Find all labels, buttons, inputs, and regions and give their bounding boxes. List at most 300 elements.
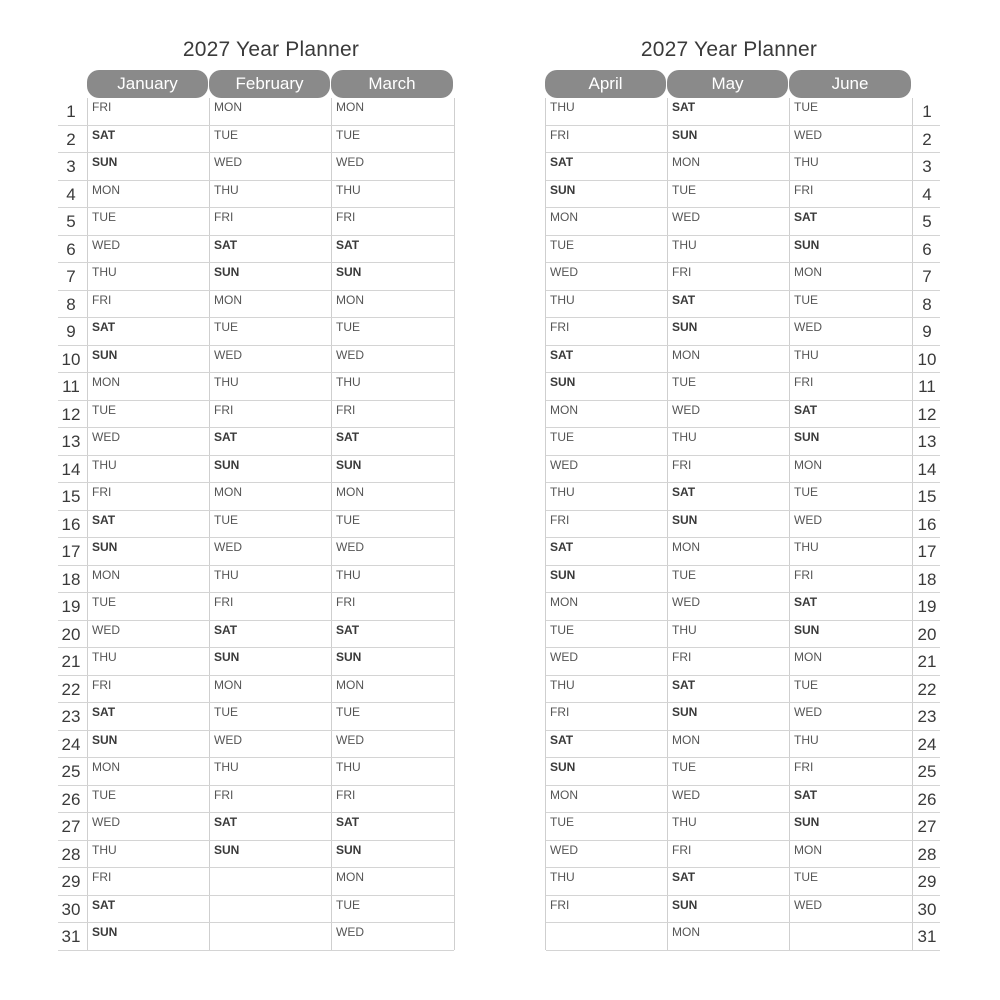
day-number: 16: [61, 514, 81, 534]
day-cell[interactable]: [546, 511, 667, 539]
weekday-label: MON: [672, 540, 700, 554]
month-header-march: March: [331, 70, 453, 98]
day-cell[interactable]: [790, 896, 912, 924]
weekday-label: TUE: [336, 512, 360, 527]
day-number: 20: [61, 624, 81, 644]
weekday-label: MON: [214, 292, 242, 307]
day-cell[interactable]: [546, 401, 667, 429]
day-cell[interactable]: [88, 236, 209, 264]
day-cell[interactable]: [790, 126, 912, 154]
day-cell[interactable]: [88, 428, 209, 456]
day-cell[interactable]: [790, 236, 912, 264]
day-cell[interactable]: [210, 566, 331, 594]
day-cell[interactable]: [210, 593, 331, 621]
day-cell[interactable]: [790, 291, 912, 319]
day-cell[interactable]: [88, 181, 209, 209]
day-number: 13: [61, 432, 81, 451]
day-cell[interactable]: [668, 346, 789, 374]
day-cell[interactable]: [790, 566, 912, 594]
weekday-label: SUN: [92, 155, 118, 169]
day-cell[interactable]: [332, 841, 454, 869]
day-cell[interactable]: [210, 98, 331, 126]
weekday-label: SUN: [672, 705, 698, 719]
day-cell[interactable]: [546, 813, 667, 841]
day-cell[interactable]: [210, 923, 331, 951]
day-cell[interactable]: [546, 896, 667, 924]
day-cell[interactable]: [210, 648, 331, 676]
day-cell[interactable]: [332, 511, 454, 539]
day-cell[interactable]: [790, 813, 912, 841]
day-cell[interactable]: [790, 703, 912, 731]
day-cell[interactable]: [546, 758, 667, 786]
grid-row-line: [58, 180, 454, 181]
grid-row-line: [546, 400, 940, 401]
day-cell[interactable]: [790, 648, 912, 676]
day-cell[interactable]: [88, 153, 209, 181]
day-cell[interactable]: [88, 263, 209, 291]
day-cell[interactable]: [668, 318, 789, 346]
day-cell[interactable]: [88, 593, 209, 621]
weekday-label: MON: [672, 925, 700, 939]
weekday-label: SUN: [550, 567, 576, 582]
day-cell[interactable]: [668, 236, 789, 264]
day-cell[interactable]: [668, 401, 789, 429]
day-cell[interactable]: [668, 841, 789, 869]
day-cell[interactable]: [332, 428, 454, 456]
day-number: 1: [922, 102, 932, 121]
day-number: 21: [61, 652, 81, 671]
day-cell[interactable]: [210, 153, 331, 181]
day-cell[interactable]: [790, 456, 912, 484]
month-header-february: February: [209, 70, 330, 98]
day-cell[interactable]: [790, 373, 912, 401]
day-cell[interactable]: [210, 538, 331, 566]
day-number: 2: [66, 129, 76, 149]
grid-row-line: [546, 840, 940, 841]
day-cell[interactable]: [88, 98, 209, 126]
weekday-label: WED: [92, 430, 120, 444]
day-cell[interactable]: [210, 758, 331, 786]
grid-row-line: [546, 785, 940, 786]
day-cell[interactable]: [790, 263, 912, 291]
day-cell[interactable]: [790, 401, 912, 429]
weekday-label: THU: [550, 292, 575, 307]
day-cell[interactable]: [668, 263, 789, 291]
day-cell[interactable]: [210, 483, 331, 511]
day-number: 12: [61, 404, 81, 424]
day-cell[interactable]: [332, 346, 454, 374]
weekday-label: SUN: [672, 512, 698, 527]
weekday-label: THU: [92, 842, 117, 857]
day-cell[interactable]: [332, 373, 454, 401]
weekday-label: THU: [672, 430, 697, 444]
day-cell[interactable]: [546, 786, 667, 814]
day-number: 22: [917, 679, 937, 699]
weekday-label: SUN: [672, 897, 698, 912]
day-cell[interactable]: [668, 511, 789, 539]
day-cell[interactable]: [790, 621, 912, 649]
weekday-label: THU: [214, 375, 239, 389]
weekday-label: FRI: [550, 897, 570, 912]
day-cell[interactable]: [332, 98, 454, 126]
day-cell[interactable]: [88, 346, 209, 374]
day-cell[interactable]: [332, 126, 454, 154]
month-header-june: June: [789, 70, 911, 98]
weekday-label: SAT: [214, 815, 238, 829]
grid-row-line: [546, 730, 940, 731]
day-cell[interactable]: [668, 126, 789, 154]
weekday-label: FRI: [336, 595, 356, 609]
day-cell[interactable]: [332, 401, 454, 429]
day-cell[interactable]: [332, 703, 454, 731]
grid-vertical-line: [87, 98, 88, 950]
day-cell[interactable]: [790, 841, 912, 869]
grid-row-line: [58, 317, 454, 318]
day-cell[interactable]: [332, 291, 454, 319]
weekday-label: TUE: [550, 622, 574, 637]
grid-row-line: [546, 427, 940, 428]
day-cell[interactable]: [332, 868, 454, 896]
weekday-label: TUE: [92, 595, 116, 609]
day-cell[interactable]: [790, 538, 912, 566]
day-cell[interactable]: [546, 126, 667, 154]
day-cell[interactable]: [210, 428, 331, 456]
day-cell[interactable]: [668, 538, 789, 566]
day-cell[interactable]: [790, 208, 912, 236]
day-cell[interactable]: [332, 236, 454, 264]
day-cell[interactable]: [88, 648, 209, 676]
grid-row-line: [58, 400, 454, 401]
day-cell[interactable]: [88, 566, 209, 594]
day-cell[interactable]: [332, 648, 454, 676]
day-cell[interactable]: [546, 703, 667, 731]
weekday-label: SUN: [92, 540, 118, 554]
day-cell[interactable]: [332, 593, 454, 621]
weekday-label: FRI: [92, 485, 112, 499]
day-cell[interactable]: [88, 483, 209, 511]
grid-row-line: [546, 922, 940, 923]
day-cell[interactable]: [546, 621, 667, 649]
day-cell[interactable]: [88, 703, 209, 731]
day-cell[interactable]: [546, 868, 667, 896]
day-cell[interactable]: [546, 236, 667, 264]
day-cell[interactable]: [210, 841, 331, 869]
weekday-label: WED: [672, 595, 700, 609]
weekday-label: WED: [550, 265, 578, 279]
day-cell[interactable]: [546, 923, 667, 951]
weekday-label: MON: [550, 595, 578, 609]
day-cell[interactable]: [210, 896, 331, 924]
day-cell[interactable]: [546, 373, 667, 401]
day-cell[interactable]: [210, 731, 331, 759]
day-cell[interactable]: [790, 676, 912, 704]
page-title: 2027 Year Planner: [182, 38, 360, 61]
day-number: 17: [917, 542, 937, 561]
day-cell[interactable]: [88, 786, 209, 814]
grid-row-line: [58, 730, 454, 731]
weekday-label: TUE: [672, 375, 696, 389]
day-cell[interactable]: [790, 731, 912, 759]
day-number: 4: [66, 184, 76, 204]
day-cell[interactable]: [332, 923, 454, 951]
grid-row-line: [546, 812, 940, 813]
day-cell[interactable]: [668, 703, 789, 731]
day-cell[interactable]: [332, 483, 454, 511]
day-cell[interactable]: [332, 813, 454, 841]
grid-row-line: [58, 207, 454, 208]
weekday-label: MON: [336, 870, 364, 884]
day-cell[interactable]: [546, 566, 667, 594]
weekday-label: SUN: [550, 760, 576, 774]
day-cell[interactable]: [332, 896, 454, 924]
day-cell[interactable]: [790, 181, 912, 209]
weekday-label: WED: [550, 457, 578, 472]
day-number: 30: [61, 899, 81, 919]
month-column-january: [88, 98, 209, 951]
day-cell[interactable]: [668, 483, 789, 511]
weekday-label: MON: [794, 457, 822, 472]
weekday-label: SAT: [336, 815, 360, 829]
day-cell[interactable]: [546, 346, 667, 374]
day-cell[interactable]: [210, 456, 331, 484]
day-cell[interactable]: [210, 318, 331, 346]
day-cell[interactable]: [210, 263, 331, 291]
day-cell[interactable]: [210, 786, 331, 814]
day-cell[interactable]: [210, 346, 331, 374]
grid-row-line: [58, 812, 454, 813]
grid-vertical-line: [789, 98, 790, 950]
day-cell[interactable]: [332, 786, 454, 814]
day-cell[interactable]: [88, 896, 209, 924]
day-cell[interactable]: [546, 841, 667, 869]
day-cell[interactable]: [332, 731, 454, 759]
day-cell[interactable]: [546, 153, 667, 181]
weekday-label: TUE: [672, 567, 696, 582]
day-cell[interactable]: [546, 291, 667, 319]
day-number: 6: [922, 239, 932, 259]
day-cell[interactable]: [546, 428, 667, 456]
day-cell[interactable]: [546, 483, 667, 511]
day-cell[interactable]: [790, 483, 912, 511]
day-cell[interactable]: [332, 263, 454, 291]
weekday-label: THU: [336, 567, 361, 582]
day-cell[interactable]: [88, 291, 209, 319]
day-number: 18: [917, 569, 937, 589]
day-cell[interactable]: [668, 428, 789, 456]
day-number: 23: [61, 707, 81, 726]
weekday-label: WED: [214, 732, 242, 747]
weekday-label: TUE: [672, 182, 696, 197]
day-cell[interactable]: [790, 868, 912, 896]
weekday-label: MON: [92, 375, 120, 389]
day-cell[interactable]: [546, 318, 667, 346]
day-cell[interactable]: [332, 456, 454, 484]
day-cell[interactable]: [668, 98, 789, 126]
weekday-label: THU: [214, 760, 239, 774]
day-cell[interactable]: [546, 456, 667, 484]
grid-row-line: [58, 152, 454, 153]
day-cell[interactable]: [210, 868, 331, 896]
weekday-label: FRI: [214, 787, 234, 802]
day-cell[interactable]: [88, 868, 209, 896]
day-cell[interactable]: [790, 346, 912, 374]
weekday-label: SAT: [336, 622, 360, 637]
weekday-label: THU: [672, 622, 697, 637]
day-cell[interactable]: [88, 456, 209, 484]
day-cell[interactable]: [790, 511, 912, 539]
day-cell[interactable]: [88, 923, 209, 951]
day-cell[interactable]: [668, 593, 789, 621]
day-cell[interactable]: [332, 318, 454, 346]
day-cell[interactable]: [210, 181, 331, 209]
day-cell[interactable]: [668, 373, 789, 401]
weekday-label: FRI: [672, 650, 692, 664]
day-cell[interactable]: [88, 126, 209, 154]
day-number: 4: [922, 184, 932, 204]
grid-row-line: [546, 152, 940, 153]
day-cell[interactable]: [668, 621, 789, 649]
weekday-label: SAT: [794, 595, 818, 609]
day-cell[interactable]: [546, 538, 667, 566]
day-cell[interactable]: [210, 126, 331, 154]
month-column-april: [546, 98, 667, 951]
day-cell[interactable]: [668, 291, 789, 319]
day-cell[interactable]: [210, 621, 331, 649]
day-cell[interactable]: [88, 731, 209, 759]
day-cell[interactable]: [88, 676, 209, 704]
day-cell[interactable]: [210, 676, 331, 704]
grid-row-line: [58, 757, 454, 758]
day-cell[interactable]: [668, 566, 789, 594]
day-cell[interactable]: [668, 648, 789, 676]
day-cell[interactable]: [332, 538, 454, 566]
day-cell[interactable]: [332, 621, 454, 649]
day-number: 18: [61, 569, 81, 589]
day-cell[interactable]: [88, 208, 209, 236]
weekday-label: MON: [214, 677, 242, 692]
weekday-label: MON: [794, 650, 822, 664]
day-cell[interactable]: [546, 98, 667, 126]
day-cell[interactable]: [210, 511, 331, 539]
weekday-label: TUE: [336, 320, 360, 334]
weekday-label: MON: [672, 732, 700, 747]
day-cell[interactable]: [546, 208, 667, 236]
day-cell[interactable]: [546, 181, 667, 209]
day-cell[interactable]: [668, 813, 789, 841]
day-cell[interactable]: [546, 263, 667, 291]
day-cell[interactable]: [332, 566, 454, 594]
weekday-label: FRI: [794, 760, 814, 774]
weekday-label: SAT: [92, 512, 116, 527]
day-cell[interactable]: [88, 813, 209, 841]
day-number: 9: [66, 322, 76, 341]
day-number: 2: [922, 129, 932, 149]
day-cell[interactable]: [546, 648, 667, 676]
day-cell[interactable]: [88, 841, 209, 869]
weekday-label: TUE: [336, 705, 360, 719]
day-cell[interactable]: [790, 153, 912, 181]
weekday-label: FRI: [92, 292, 112, 307]
grid-vertical-line: [545, 98, 546, 950]
day-cell[interactable]: [210, 703, 331, 731]
day-cell[interactable]: [668, 208, 789, 236]
day-cell[interactable]: [88, 401, 209, 429]
day-cell[interactable]: [88, 511, 209, 539]
day-cell[interactable]: [790, 923, 912, 951]
day-number: 29: [61, 872, 81, 891]
day-cell[interactable]: [546, 676, 667, 704]
day-cell[interactable]: [332, 153, 454, 181]
weekday-label: FRI: [672, 265, 692, 279]
grid-row-line: [546, 757, 940, 758]
weekday-label: WED: [336, 347, 364, 362]
weekday-label: THU: [214, 567, 239, 582]
weekday-label: WED: [794, 897, 822, 912]
month-header-april: April: [545, 70, 666, 98]
weekday-label: THU: [336, 375, 361, 389]
day-cell[interactable]: [546, 593, 667, 621]
day-cell[interactable]: [546, 731, 667, 759]
day-cell[interactable]: [210, 813, 331, 841]
day-cell[interactable]: [210, 208, 331, 236]
weekday-label: SAT: [672, 485, 696, 499]
day-cell[interactable]: [88, 538, 209, 566]
day-cell[interactable]: [668, 153, 789, 181]
weekday-label: WED: [672, 787, 700, 802]
day-cell[interactable]: [790, 98, 912, 126]
day-cell[interactable]: [668, 181, 789, 209]
weekday-label: MON: [550, 210, 578, 224]
weekday-label: SAT: [92, 127, 116, 142]
day-cell[interactable]: [668, 758, 789, 786]
day-cell[interactable]: [88, 373, 209, 401]
day-cell[interactable]: [332, 181, 454, 209]
day-cell[interactable]: [210, 291, 331, 319]
day-cell[interactable]: [210, 373, 331, 401]
day-cell[interactable]: [790, 786, 912, 814]
day-cell[interactable]: [88, 758, 209, 786]
day-number: 30: [917, 899, 937, 919]
weekday-label: FRI: [550, 512, 570, 527]
day-cell[interactable]: [668, 868, 789, 896]
day-cell[interactable]: [668, 786, 789, 814]
grid-row-line: [546, 180, 940, 181]
day-cell[interactable]: [88, 621, 209, 649]
day-cell[interactable]: [332, 676, 454, 704]
day-cell[interactable]: [668, 676, 789, 704]
day-cell[interactable]: [790, 318, 912, 346]
day-cell[interactable]: [210, 401, 331, 429]
grid-row-line: [58, 455, 454, 456]
grid-row-line: [58, 290, 454, 291]
day-cell[interactable]: [790, 428, 912, 456]
weekday-label: WED: [672, 210, 700, 224]
day-cell[interactable]: [790, 758, 912, 786]
day-cell[interactable]: [88, 318, 209, 346]
day-cell[interactable]: [668, 923, 789, 951]
day-cell[interactable]: [332, 758, 454, 786]
grid-row-line: [58, 675, 454, 676]
grid-row-line: [58, 372, 454, 373]
day-cell[interactable]: [668, 731, 789, 759]
day-cell[interactable]: [790, 593, 912, 621]
day-cell[interactable]: [332, 208, 454, 236]
day-cell[interactable]: [668, 456, 789, 484]
day-number: 7: [66, 267, 76, 286]
day-cell[interactable]: [668, 896, 789, 924]
day-number: 10: [917, 349, 937, 369]
day-cell[interactable]: [210, 236, 331, 264]
